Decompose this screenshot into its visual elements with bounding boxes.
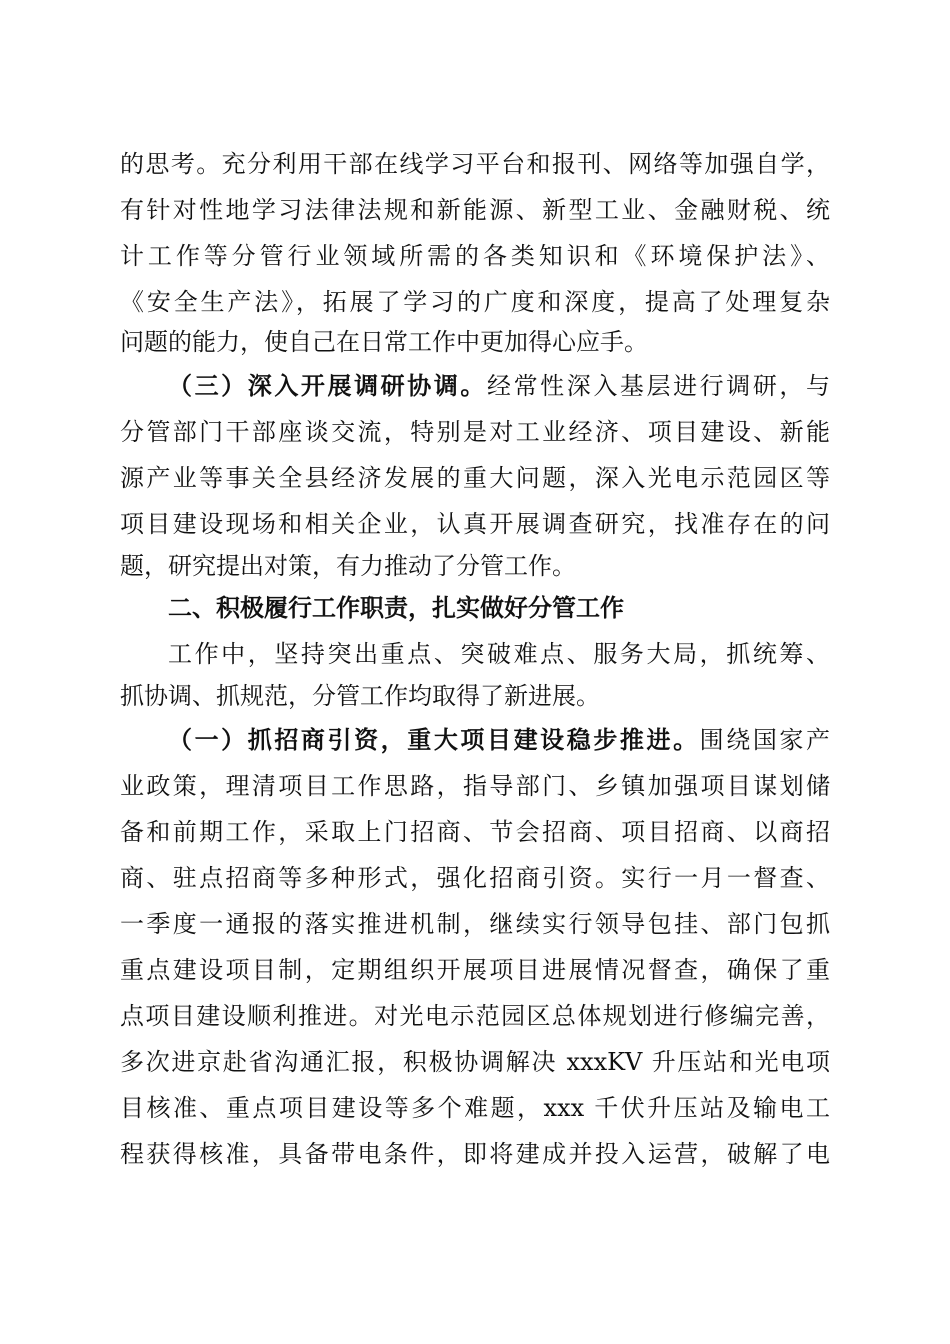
body-text-line: 计工作等分管行业领域所需的各类知识和《环境保护法》、 [120, 242, 830, 270]
body-text-line: 问题的能力，使自己在日常工作中更加得心应手。 [120, 328, 648, 356]
section-one-first-line [168, 720, 830, 760]
body-text-line: 有针对性地学习法律法规和新能源、新型工业、金融财税、统 [120, 196, 830, 224]
body-text-line: 一季度一通报的落实推进机制，继续实行领导包挂、部门包抓 [120, 910, 830, 938]
body-text-line: 目核准、重点项目建设等多个难题，xxx 千伏升压站及输电工 [120, 1094, 830, 1122]
intro-text-line: 工作中，坚持突出重点、突破难点、服务大局，抓统筹、 [168, 640, 830, 668]
body-text-line: 商、驻点招商等多种形式，强化招商引资。实行一月一督查、 [120, 864, 830, 892]
body-text-line: 题，研究提出对策，有力推动了分管工作。 [120, 552, 576, 580]
section-one-text: 围绕国家产 [699, 726, 830, 754]
intro-text-line: 抓协调、抓规范，分管工作均取得了新进展。 [120, 682, 600, 710]
section-three-text: 经常性深入基层进行调研，与 [487, 372, 830, 400]
body-text-line: 分管部门干部座谈交流，特别是对工业经济、项目建设、新能 [120, 418, 830, 446]
section-three-first-line [168, 366, 830, 406]
section-three-heading: （三）深入开展调研协调。 [168, 371, 487, 400]
body-text-line: 业政策，理清项目工作思路，指导部门、乡镇加强项目谋划储 [120, 772, 830, 800]
body-text-line: 重点建设项目制，定期组织开展项目进展情况督查，确保了重 [120, 956, 830, 984]
body-text-line: 备和前期工作，采取上门招商、节会招商、项目招商、以商招 [120, 818, 830, 846]
body-text-line: 的思考。充分利用干部在线学习平台和报刊、网络等加强自学， [120, 150, 830, 178]
body-text-line: 程获得核准，具备带电条件，即将建成并投入运营，破解了电 [120, 1140, 830, 1168]
body-text-line: 源产业等事关全县经济发展的重大问题，深入光电示范园区等 [120, 464, 830, 492]
body-text-line: 点项目建设顺利推进。对光电示范园区总体规划进行修编完善， [120, 1002, 830, 1030]
body-text-line: 《安全生产法》，拓展了学习的广度和深度，提高了处理复杂 [120, 288, 830, 316]
body-text-line: 多次进京赴省沟通汇报，积极协调解决 xxxKV 升压站和光电项 [120, 1048, 830, 1076]
section-one-heading: （一）抓招商引资，重大项目建设稳步推进。 [168, 725, 700, 754]
body-text-line: 项目建设现场和相关企业，认真开展调查研究，找准存在的问 [120, 510, 830, 538]
part-two-heading: 二、积极履行工作职责，扎实做好分管工作 [168, 593, 624, 622]
